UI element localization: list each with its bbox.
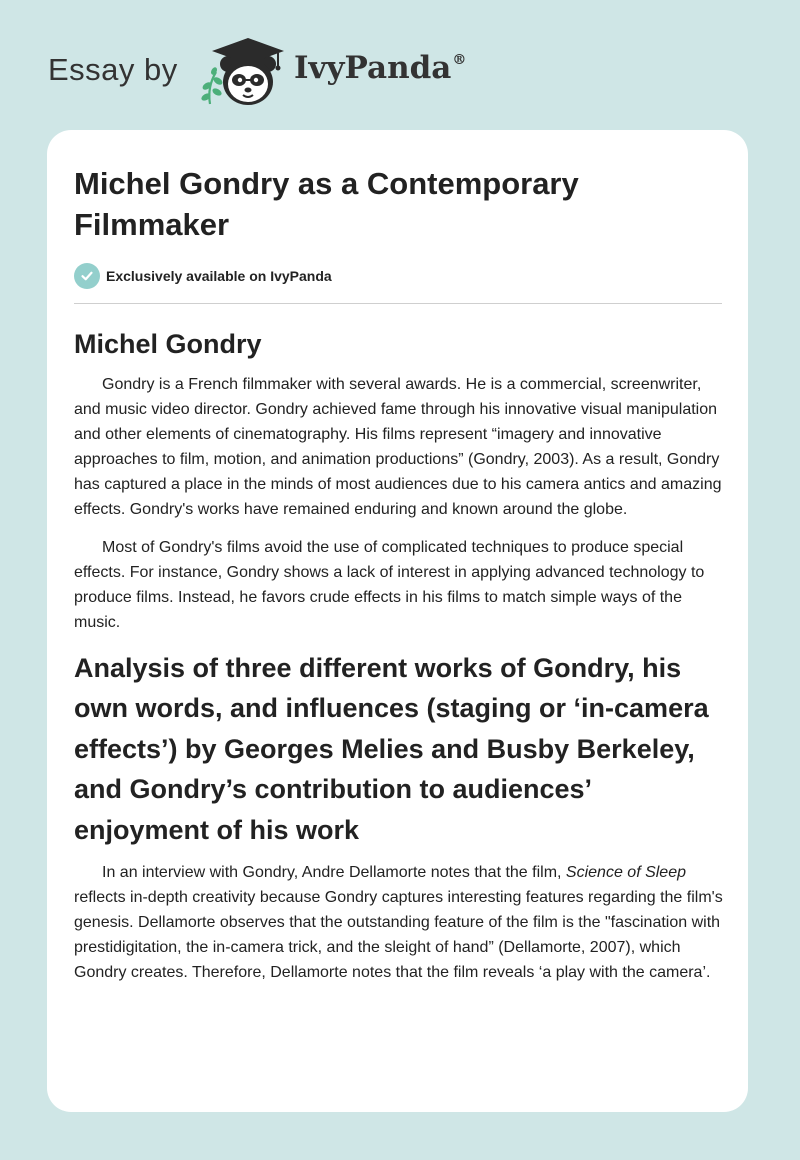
badge-label: Exclusively available on IvyPanda	[106, 268, 332, 284]
paragraph: Gondry is a French filmmaker with several awards. He is a commercial, screenwriter, and music video director. Gondry achieved fame through his innovative visual manipulation and other elements of cinematography. His films represent “imagery and innovative approaches to film, motion, and animation productions” (Gondry, 2003). As a result, Gondry has captured a place in the minds of most audiences due to his camera antics and amazing effects. Gondry's works have remained enduring and known around the globe.	[74, 376, 722, 518]
check-icon	[74, 263, 100, 289]
section-heading: Michel Gondry	[74, 329, 262, 359]
section-heading: Analysis of three different works of Gondry, his own words, and influences (staging or ‘in-camera effects’) by Georges Melies and Busby Berkeley, and Gondry’s contribution to audiences’ enjoyment of his work	[74, 653, 709, 845]
panda-graduate-logo[interactable]	[198, 34, 290, 110]
essay-card	[47, 130, 748, 1112]
site-header	[48, 30, 548, 110]
paragraph: Most of Gondry's films avoid the use of complicated techniques to produce special effects. For instance, Gondry shows a lack of interest in applying advanced technology to produce films. Instead, he favors crude effects in his films to match simple ways of the music.	[74, 539, 705, 631]
exclusive-badge	[74, 263, 332, 289]
paragraph-text: reflects in-depth creativity because Gondry captures interesting features regarding the film's genesis. Dellamorte observes that the outstanding feature of the film is the "fascination with prestidigitation, the in-camera trick, and the sleight of hand” (Dellamorte, 2007), which Gondry creates. Therefore, Dellamorte notes that the film reveals ‘a play with the camera’.	[74, 889, 723, 982]
brand-text[interactable]: IvyPanda	[294, 50, 452, 86]
essay-by-label: Essay by	[48, 52, 178, 87]
page-title: Michel Gondry as a Contemporary Filmmaker	[74, 166, 579, 242]
film-title: Science of Sleep	[565, 864, 686, 882]
paragraph	[74, 860, 724, 985]
divider	[74, 303, 722, 304]
essay-body	[74, 324, 724, 998]
paragraph-text: In an interview with Gondry, Andre Dellamorte notes that the film,	[102, 864, 566, 882]
brand-name[interactable]	[294, 50, 466, 86]
registered-mark: ®	[452, 52, 467, 68]
